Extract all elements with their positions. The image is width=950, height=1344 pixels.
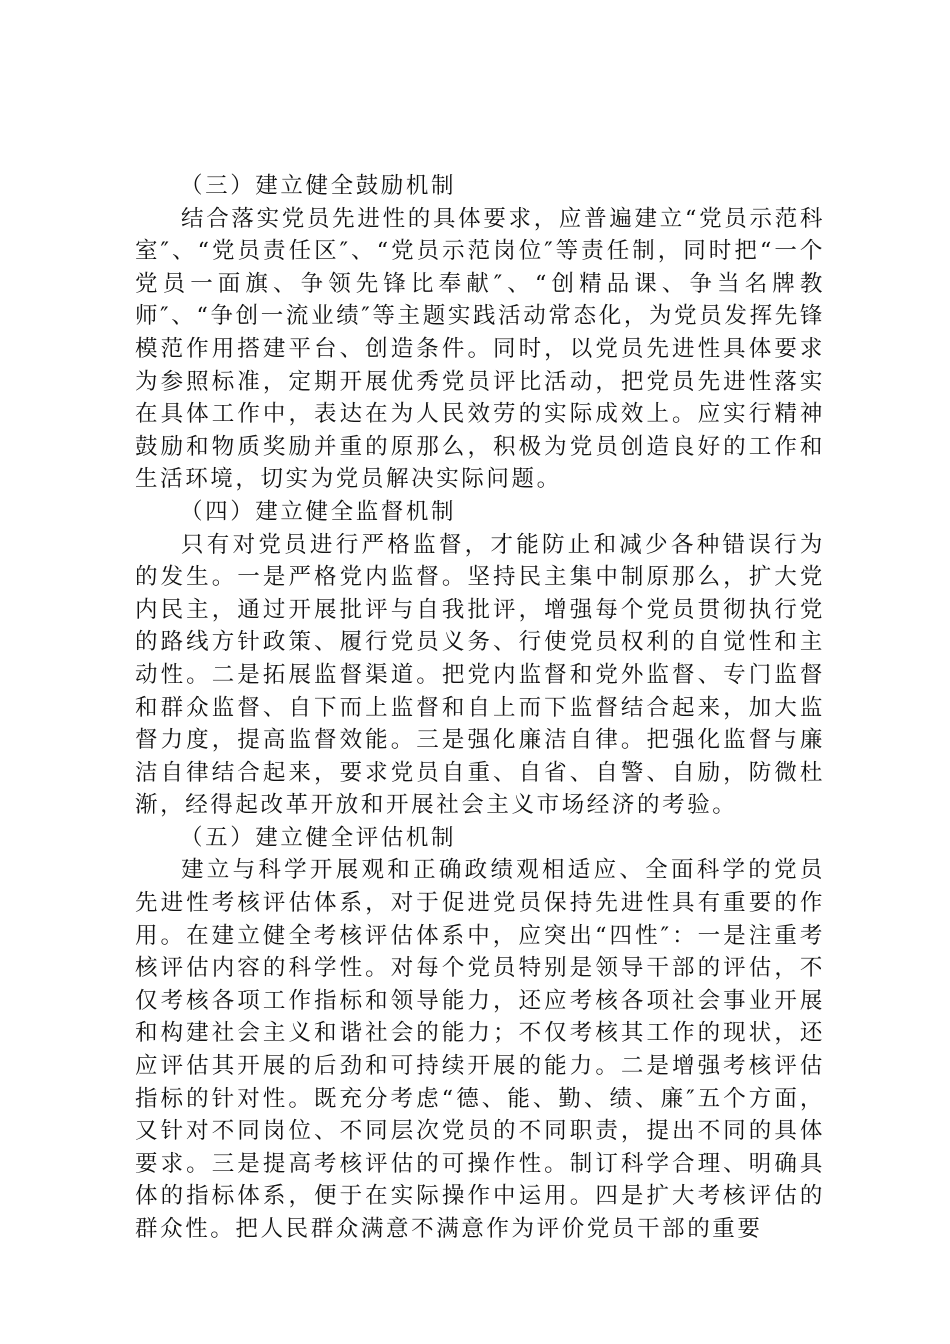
section-body-supervision: 只有对党员进行严格监督，才能防止和减少各种错误行为的发生。一是严格党内监督。坚持民主集中制原那么，扩大党内民主，通过开展批评与自我批评，增强每个党员贯彻执行党的路线方针政策、履行党员义务、行使党员权利的自觉性和主动性。二是拓展监督渠道。把党内监督和党外监督、专门监督和群众监督、自下而上监督和自上而下监督结合起来，加大监督力度，提高监督效能。三是强化廉洁自律。把强化监督与廉洁自律结合起来，要求党员自重、自省、自警、自励，防微杜渐，经得起改革开放和开展社会主义市场经济的考验。 (135, 531, 825, 819)
section-body-evaluation: 建立与科学开展观和正确政绩观相适应、全面科学的党员先进性考核评估体系，对于促进党员保持先进性具有重要的作用。在建立健全考核评估体系中，应突出“四性″：一是注重考核评估内容的科学性。对每个党员特别是领导干部的评估，不仅考核各项工作指标和领导能力，还应考核各项社会事业开展和构建社会主义和谐社会的能力；不仅考核其工作的现状，还应评估其开展的后劲和可持续开展的能力。二是增强考核评估指标的针对性。既充分考虑“德、能、勤、绩、廉″五个方面，又针对不同岗位、不同层次党员的不同职责，提出不同的具体要求。三是提高考核评估的可操作性。制订科学合理、明确具体的指标体系，便于在实际操作中运用。四是扩大考核评估的群众性。把人民群众满意不满意作为评价党员干部的重要 (135, 857, 825, 1242)
section-heading-encouragement: （三）建立健全鼓励机制 (180, 173, 457, 199)
document-body (135, 170, 825, 1246)
section-heading-supervision: （四）建立健全监督机制 (180, 498, 457, 525)
section-heading-evaluation: （五）建立健全评估机制 (180, 824, 457, 851)
section-body-encouragement: 结合落实党员先进性的具体要求，应普遍建立“党员示范科室″、“党员责任区″、“党员示范岗位″等责任制，同时把“一个党员一面旗、争领先锋比奉献″、“创精品课、争当名牌教师″、“争创一流业绩″等主题实践活动常态化，为党员发挥先锋模范作用搭建平台、创造条件。同时，以党员先进性具体要求为参照标准，定期开展优秀党员评比活动，把党员先进性落实在具体工作中，表达在为人民效劳的实际成效上。应实行精神鼓励和物质奖励并重的原那么，积极为党员创造良好的工作和生活环境，切实为党员解决实际问题。 (135, 205, 825, 493)
